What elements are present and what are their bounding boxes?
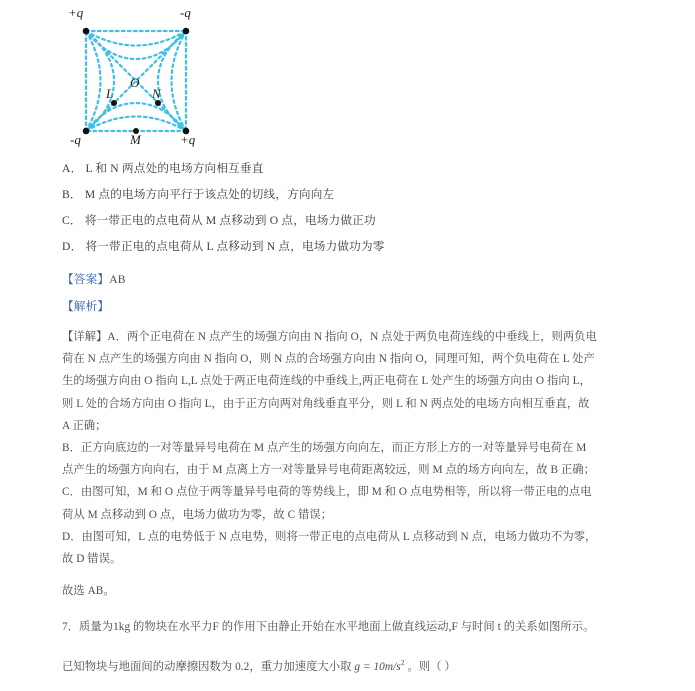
detail-line-8: C．由图可知，M 和 O 点位于两等量异号电荷的等势线上，即 M 和 O 点电势相等，所以将一带正电的点电 [62,486,592,499]
detail-line-7: 点产生的场强方向向右，由于 M 点离上方一对等量异号电荷距离较远，则 M 点的场方向向左，故 B 正确； [62,464,595,477]
label-point-N: N [152,86,161,101]
detail-line-9: 荷从 M 点移动到 O 点，电场力做功为零，故 C 错误； [62,508,333,521]
question-body [62,156,662,678]
answer-tag: 【答案】 [62,273,110,286]
detail-line-11: 故 D 错误。 [62,553,122,566]
label-point-M: M [130,132,141,147]
label-point-O: O [130,75,140,90]
label-charge-bottom-right: +q [180,132,196,147]
detail-line-4: 则 L 处的合场方向由 O 指向 L，由于正方向两对角线垂直平分，则 L 和 N 两点处的电场方向相互垂直，故 [62,397,590,410]
question7-line2 [62,652,662,678]
detail-line-5: A 正确； [62,419,107,432]
detail-line-2: 荷在 N 点产生的场强方向由 N 指向 O，则 N 点的合场强方向由 N 指向 O，同理可知，两个负电荷在 L 处产 [62,353,595,366]
option-a: A． L 和 N 两点处的电场方向相互垂直 [62,162,264,175]
detail-line-1: 【详解】A．两个正电荷在 N 点产生的场强方向由 N 指向 O，N 点处于两负电荷连线的中垂线上，则两负电 [62,331,597,343]
label-charge-top-right: -q [180,5,191,20]
detail-line-10: D．由图可知，L 点的电势低于 N 点电势，则将一带正电的点电荷从 L 点移动到 N 点，电场力做功不为零， [62,530,597,543]
detail-line-3: 生的场强方向由 O 指向 L,L 点处于两正电荷连线的中垂线上,两正电荷在 L 处产生的场强方向由 O 指向 L， [62,375,591,388]
question7-line1: 7．质量为1kg 的物块在水平力F 的作用下由静止开始在水平地面上做直线运动,F 与时间 t 的关系如图所示。 [62,621,595,634]
charge-dot-bottom-left [83,128,90,135]
question7-line2-post: 。则（ ） [404,661,456,674]
detail-conclusion: 故选 AB。 [62,585,115,598]
analysis-row [62,293,662,320]
answer-row [62,266,662,293]
physics-figure [62,2,222,154]
option-c: C． 将一带正电的点电荷从 M 点移动到 O 点，电场力做正功 [62,214,376,227]
label-charge-top-left: +q [68,5,84,20]
question7-formula: g = 10m/s [354,661,401,674]
detail-line-6: B．正方向底边的一对等量异号电荷在 M 点产生的场强方向向左，而正方形上方的一对等量异号电荷在 M [62,442,587,455]
label-charge-bottom-left: -q [70,132,81,147]
charge-dot-top-right [183,28,190,35]
question7-formula-exponent: 2 [400,658,405,668]
question7-line2-pre: 已知物块与地面间的动摩擦因数为 0.2，重力加速度大小取 [62,661,355,674]
analysis-tag: 【解析】 [62,300,110,313]
option-b: B． M 点的电场方向平行于该点处的切线，方向向左 [62,188,335,201]
charge-dot-top-left [83,28,90,35]
label-point-L: L [106,86,114,101]
option-d: D． 将一带正电的点电荷从 L 点移动到 N 点，电场力做功为零 [62,240,385,253]
answer-value: AB [109,273,126,286]
